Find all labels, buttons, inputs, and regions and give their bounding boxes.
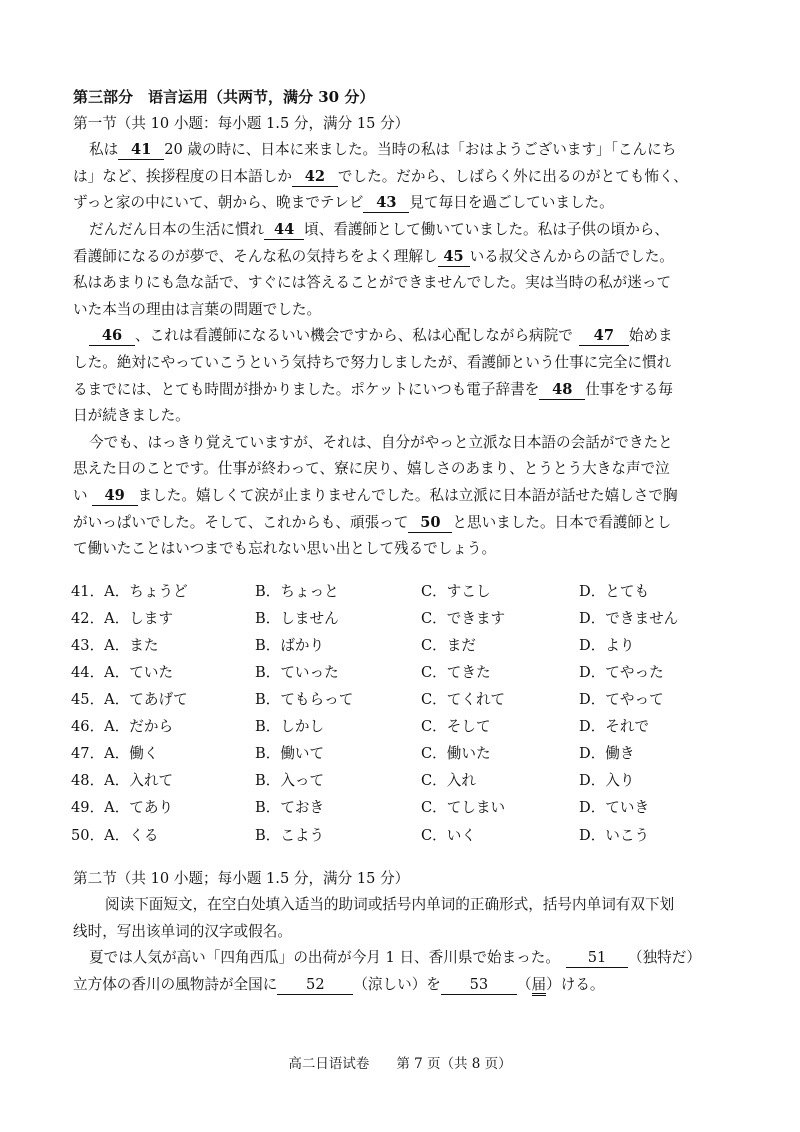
blank-51: 51 xyxy=(566,950,628,968)
passage-line: 看護師になるのが夢で、そんな私の気持ちをよく理解し 45 いる叔父さんからの話でした。 xyxy=(73,247,674,265)
passage-line: い 49 ました。嬉しくて涙が止まりませんでした。私は立派に日本語が話せた嬉しさで胸 xyxy=(73,486,678,504)
question-number: 49．A．てあり xyxy=(71,799,174,817)
passage-line: 立方体の香川の風物詩が全国に 52 （涼しい）を 53 （届）ける。 xyxy=(73,972,738,999)
option-d: D．それで xyxy=(579,718,650,736)
question-row xyxy=(73,605,738,632)
question-row xyxy=(73,767,738,794)
blank-49: 49 xyxy=(92,488,138,506)
question-number: 44．A．ていた xyxy=(71,663,174,681)
passage-line: 私は 41 20 歳の時に、日本に来ました。当時の私は「おはようございます」「こんにち xyxy=(89,141,677,159)
option-c: C．まだ xyxy=(421,636,476,654)
passage-line: いた本当の理由は言葉の問題でした。 xyxy=(73,300,322,318)
option-c: C．できます xyxy=(421,609,506,627)
question-row xyxy=(73,632,738,659)
blank-48: 48 xyxy=(539,382,585,400)
option-c: C．てくれて xyxy=(421,691,506,709)
passage-line: だんだん日本の生活に慣れ 44 頃、看護師として働いていました。私は子供の頃から、 xyxy=(89,220,669,238)
option-b: B．ておき xyxy=(255,799,325,817)
question-number: 50．A．くる xyxy=(71,826,159,844)
passage-line: 夏では人気が高い「四角西瓜」の出荷が今月 1 日、香川県で始まった。 51 （独特だ） xyxy=(89,949,701,967)
question-row xyxy=(73,794,738,821)
question-number: 43．A．また xyxy=(71,636,159,654)
blank-43: 43 xyxy=(363,195,409,213)
passage-line: ずっと家の中にいて、朝から、晩までテレビ 43 見て毎日を過ごしていました。 xyxy=(73,194,614,212)
blank-46: 46 xyxy=(89,328,135,346)
question-row xyxy=(73,686,738,713)
part3-title: 第三部分 语言运用（共两节，满分 30 分） xyxy=(73,88,375,106)
question-number: 48．A．入れて xyxy=(71,772,174,790)
passage-line: 今でも、はっきり覚えていますが、それは、自分がやっと立派な日本語の会話ができたと xyxy=(89,433,673,451)
blank-52: 52 xyxy=(277,977,353,995)
page-footer: 高二日语试卷 第 7 页（共 8 页） xyxy=(288,1056,512,1072)
option-d: D．より xyxy=(579,636,635,654)
blank-42: 42 xyxy=(292,169,338,187)
double-underlined-word: 届 xyxy=(532,977,547,996)
option-c: C．いく xyxy=(421,826,476,844)
question-row xyxy=(73,713,738,740)
blank-41: 41 xyxy=(118,142,164,160)
option-c: C．入れ xyxy=(421,772,476,790)
option-c: C．そして xyxy=(421,718,491,736)
option-d: D．働き xyxy=(579,745,635,763)
option-c: C．てきた xyxy=(421,663,491,681)
passage-line: て働いたことはいつまでも忘れない思い出として残るでしょう。 xyxy=(73,540,497,558)
passage-line: 思えた日のことです。仕事が終わって、寮に戻り、嬉しさのあまり、とうとう大きな声で泣 xyxy=(73,460,670,478)
question-number: 41．A．ちょうど xyxy=(71,582,188,600)
question-number: 42．A．します xyxy=(71,609,174,627)
option-d: D．ていき xyxy=(579,799,650,817)
question-number: 47．A．働く xyxy=(71,745,159,763)
blank-44: 44 xyxy=(264,222,304,240)
instruction-text: 阅读下面短文，在空白处填入适当的助词或括号内单词的正确形式，括号内单词有双下划 xyxy=(105,896,675,914)
blank-45: 45 xyxy=(438,249,470,267)
option-c: C．働いた xyxy=(421,745,491,763)
option-d: D．てやった xyxy=(579,663,664,681)
section2-header: 第二节（共 10 小题；每小题 1.5 分，满分 15 分） xyxy=(73,869,410,887)
option-d: D．てやって xyxy=(579,691,664,709)
option-d: D．いこう xyxy=(579,826,650,844)
question-row xyxy=(73,822,738,849)
option-b: B．入って xyxy=(255,772,325,790)
passage-line: は」など、挨拶程度の日本語しか 42 でした。だから、しばらく外に出るのがとても怖く、 xyxy=(73,167,688,185)
section1-header: 第一节（共 10 小题：每小题 1.5 分，满分 15 分） xyxy=(73,114,410,132)
passage-line: るまでには、とても時間が掛かりました。ポケットにいつも電子辞書を 48 仕事をする毎 xyxy=(73,380,673,398)
question-row xyxy=(73,578,738,605)
answer-options xyxy=(73,578,738,849)
passage-line: した。絶対にやっていこうという気持ちで努力しましたが、看護師という仕事に完全に慣れ xyxy=(73,353,672,371)
option-b: B．働いて xyxy=(255,745,325,763)
option-b: B．ていった xyxy=(255,663,339,681)
option-d: D．とても xyxy=(579,582,650,600)
passage-line: 私はあまりにも急な話で、すぐには答えることができませんでした。実は当時の私が迷って xyxy=(73,274,672,292)
passage-line: 46 、これは看護師になるいい機会ですから、私は心配しながら病院で 47 始めま xyxy=(73,323,738,350)
option-b: B．こよう xyxy=(255,826,325,844)
option-c: C．すこし xyxy=(421,582,491,600)
question-number: 46．A．だから xyxy=(71,718,174,736)
passage-line: 日が続きました。 xyxy=(73,407,190,425)
blank-53: 53 xyxy=(441,977,517,995)
exam-page xyxy=(73,84,738,999)
option-b: B．しません xyxy=(255,609,339,627)
blank-50: 50 xyxy=(408,515,452,533)
option-c: C．てしまい xyxy=(421,799,506,817)
option-b: B．ばかり xyxy=(255,636,325,654)
option-b: B．ちょっと xyxy=(255,582,339,600)
question-row xyxy=(73,740,738,767)
option-d: D．入り xyxy=(579,772,635,790)
option-b: B．てもらって xyxy=(255,691,354,709)
option-b: B．しかし xyxy=(255,718,325,736)
instruction-text: 线时，写出该单词的汉字或假名。 xyxy=(73,922,292,940)
option-d: D．できません xyxy=(579,609,679,627)
question-row xyxy=(73,659,738,686)
passage-line: がいっぱいでした。そして、これからも、頑張って 50 と思いました。日本で看護師とし xyxy=(73,513,672,531)
blank-47: 47 xyxy=(579,328,629,346)
question-number: 45．A．てあげて xyxy=(71,691,188,709)
